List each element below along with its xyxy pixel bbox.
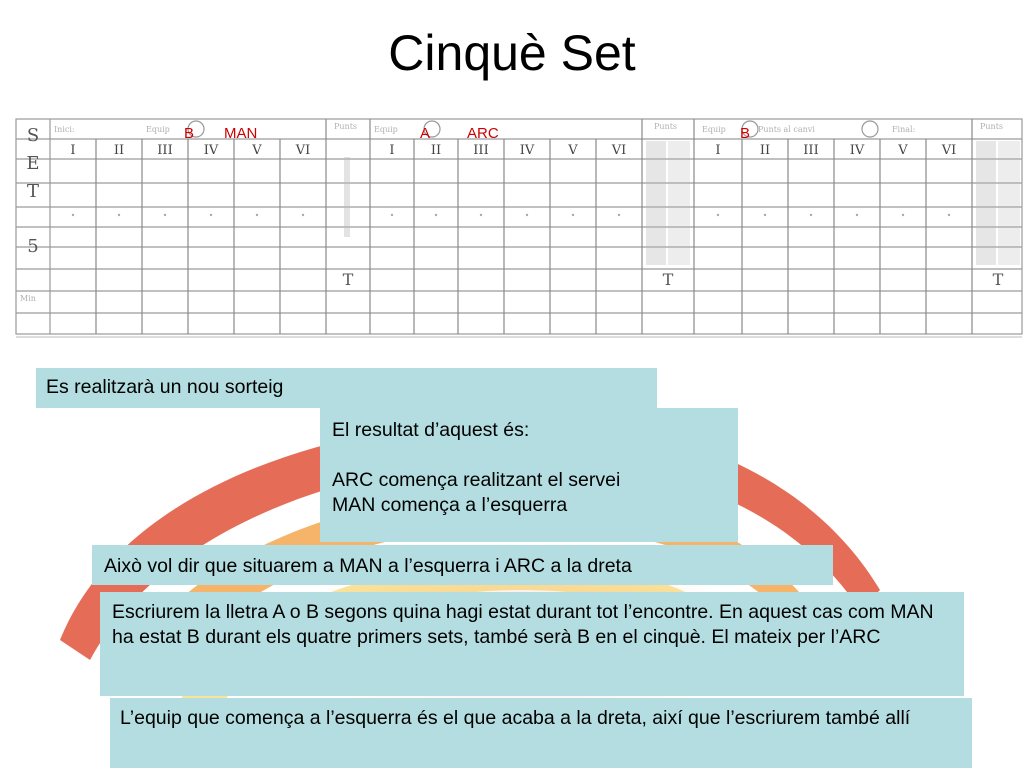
info-box-result-text: El resultat d’aquest és: ARC comença realitzant el servei MAN comença a l’esquerra (332, 419, 621, 516)
rotation-label: I (715, 143, 721, 158)
rotation-label: IV (849, 143, 865, 158)
rotation-label: III (157, 143, 173, 158)
info-box-letters-text: Escriurem la lletra A o B segons quina hagi estat durant tot l’encontre. En aquest cas com MAN ha estat B durant els quatre primers sets, també serà B en el cinquè. El mateix per l’ARC (112, 601, 934, 648)
rotation-label: VI (611, 143, 627, 158)
set-letter: E (26, 153, 40, 174)
team-left-side-letter: B (184, 125, 195, 142)
info-box-draw-text: Es realitzarà un nou sorteig (46, 376, 284, 398)
team-middle-side-letter: A (420, 125, 431, 142)
team-right-side-letter: B (740, 125, 751, 142)
timeout-label: T (342, 270, 354, 289)
rotation-label: I (70, 143, 76, 158)
rotation-label: V (898, 143, 908, 158)
scoresheet-image (14, 117, 1024, 339)
rotation-label: II (113, 143, 125, 158)
rotation-label: VI (295, 143, 311, 158)
rotation-label: VI (941, 143, 957, 158)
slide-title: Cinquè Set (388, 25, 636, 81)
team-middle-name: ARC (467, 125, 499, 142)
svg-text:Equip: Equip (374, 125, 398, 134)
svg-text:Inici:: Inici: (54, 125, 75, 134)
svg-text:Punts: Punts (654, 122, 678, 131)
rotation-label: III (473, 143, 489, 158)
info-box-left-team-text: L’equip que comença a l’esquerra és el que acaba a la dreta, així que l’escriurem també allí (120, 707, 911, 729)
timeout-label: T (662, 270, 674, 289)
info-box-left-team (110, 698, 972, 768)
svg-text:Min: Min (20, 294, 36, 303)
rotation-label: II (759, 143, 771, 158)
info-box-positions-text: Això vol dir que situarem a MAN a l’esquerra i ARC a la dreta (104, 555, 632, 577)
set-letter: T (26, 181, 40, 202)
rotation-label: I (389, 143, 395, 158)
svg-text:Equip: Equip (146, 125, 170, 134)
info-box-letters (100, 592, 964, 696)
set-letter: S (26, 125, 40, 146)
info-box-draw (36, 368, 657, 408)
svg-text:Punts: Punts (334, 122, 358, 131)
info-box-positions (92, 545, 833, 585)
rotation-label: IV (519, 143, 535, 158)
info-box-result (320, 408, 738, 542)
svg-text:Equip: Equip (702, 125, 726, 134)
svg-text:Final:: Final: (892, 125, 916, 134)
team-left-name: MAN (224, 125, 258, 142)
rotation-label: V (252, 143, 262, 158)
svg-text:Punts: Punts (980, 122, 1004, 131)
rotation-label: II (430, 143, 442, 158)
rotation-label: IV (203, 143, 219, 158)
set-letter: 5 (27, 236, 39, 257)
timeout-label: T (992, 270, 1004, 289)
svg-text:Punts al canvi: Punts al canvi (758, 125, 815, 134)
rotation-label: V (568, 143, 578, 158)
rotation-label: III (803, 143, 819, 158)
